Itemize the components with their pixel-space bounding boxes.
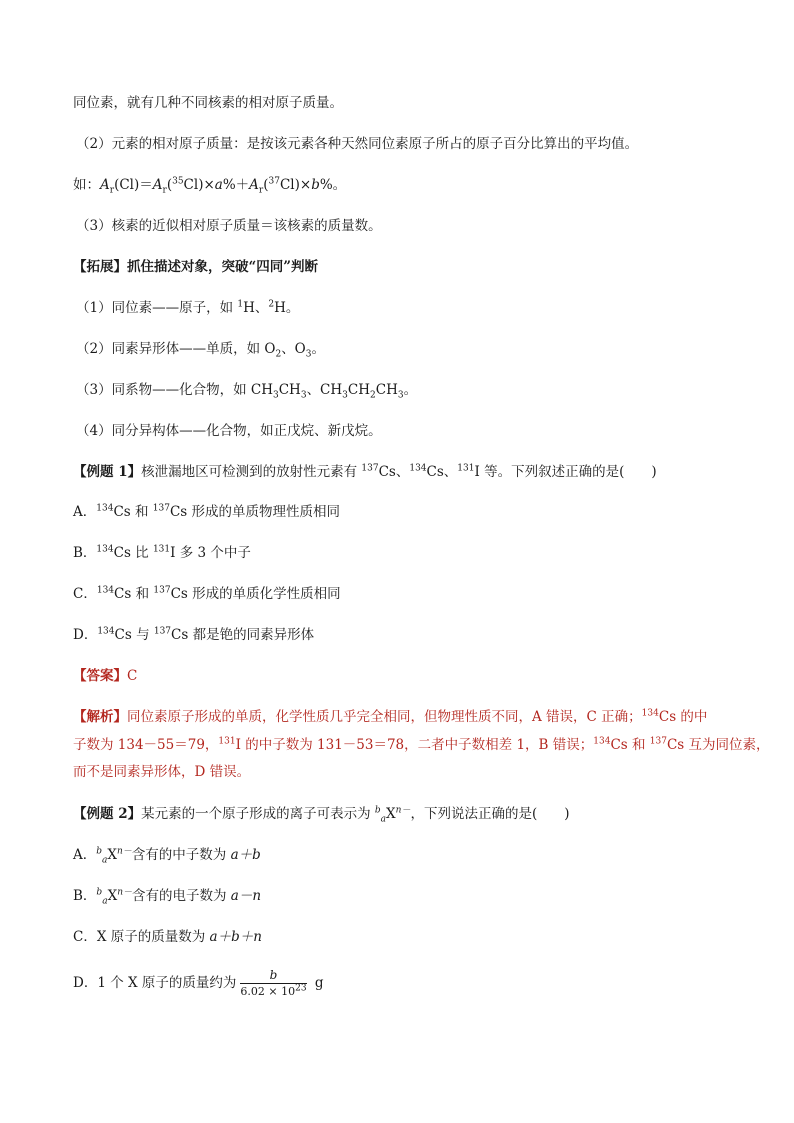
example2-option-b: B．$^b_aX^{n-}$含有的电子数为 a－n: [73, 887, 262, 907]
extension-item-1: （1）同位素——原子，如 $^1$H、$^2$H。: [76, 299, 300, 316]
extension-item-2: （2）同素异形体——单质，如 $O_2$、$O_3$。: [76, 341, 325, 360]
example1-explanation-line2: 子数为 134－55＝79，$^{131}$I 的中子数为 131－53＝78，二者中子数相差 1，B 错误；$^{134}$Cs 和 $^{137}$Cs 互为同位素，: [73, 736, 770, 753]
example2-option-a: A．$^b_aX^{n-}$含有的中子数为 a＋b: [73, 846, 261, 866]
example2-option-d: D．1 个 X 原子的质量约为 $\frac{b}{6.02 \times 10^{23}}$ g: [73, 968, 324, 998]
example1-option-c: C．$^{134}$Cs 和 $^{137}$Cs 形成的单质化学性质相同: [73, 585, 341, 602]
example1-explanation-line1: 【解析】同位素原子形成的单质，化学性质几乎完全相同，但物理性质不同，A 错误，C 正确；$^{134}$Cs 的中: [73, 708, 708, 725]
mass-fraction: $\frac{b}{6.02 \times 10^{23}}$: [240, 968, 307, 998]
example2-stem: 【例题 2】某元素的一个原子形成的离子可表示为 $^b_aX^{n-}$，下列说法正确的是( ): [73, 805, 570, 825]
line-relative-atomic-mass: （2）元素的相对原子质量：是按该元素各种天然同位素原子所占的原子百分比算出的平均值。: [76, 136, 639, 152]
example1-explanation-line3: 而不是同素异形体，D 错误。: [73, 764, 251, 780]
example1-answer: 【答案】C: [73, 668, 138, 684]
example1-option-d: D．$^{134}$Cs 与 $^{137}$Cs 都是铯的同素异形体: [73, 626, 315, 643]
line-isotope-continued: 同位素，就有几种不同核素的相对原子质量。: [73, 95, 343, 111]
example1-stem: 【例题 1】核泄漏地区可检测到的放射性元素有 $^{137}$Cs、$^{134}$Cs、$^{131}$I 等。下列叙述正确的是( ): [73, 463, 657, 480]
example1-option-a: A．$^{134}$Cs 和 $^{137}$Cs 形成的单质物理性质相同: [73, 503, 341, 520]
example1-option-b: B．$^{134}$Cs 比 $^{131}$I 多 3 个中子: [73, 544, 251, 561]
extension-heading: 【拓展】抓住描述对象，突破“四同”判断: [73, 259, 319, 275]
extension-item-4: （4）同分异构体——化合物，如正戊烷、新戊烷。: [76, 423, 382, 439]
line-formula-cl: 如：$A_r(Cl)=A_r(^{35}Cl)\times a\%+A_r(^{37}Cl)\times b\%$。: [73, 176, 347, 196]
line-approx-mass: （3）核素的近似相对原子质量＝该核素的质量数。: [76, 218, 382, 234]
extension-item-3: （3）同系物——化合物，如 $CH_3CH_3$、$CH_3CH_2CH_3$。: [76, 382, 418, 401]
example2-option-c: C．X 原子的质量数为 a＋b＋n: [73, 929, 262, 945]
